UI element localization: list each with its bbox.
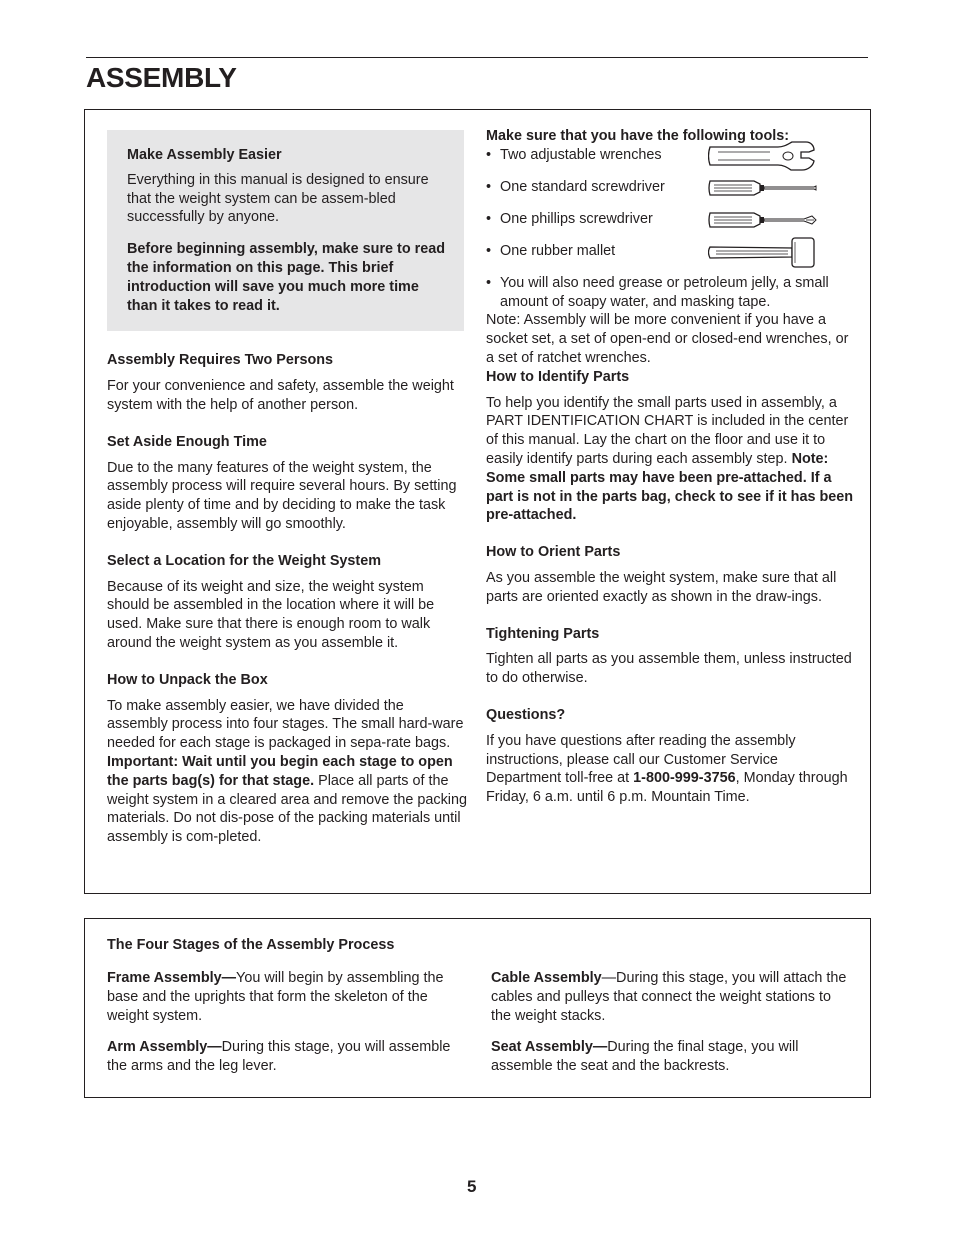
- stage-lead: Cable Assembly: [491, 970, 602, 986]
- header-rule: [86, 57, 868, 58]
- section-questions: [486, 706, 856, 807]
- stage-text: You will begin by assembling the base and the uprights that form the skeleton of the weight system.: [107, 970, 444, 1024]
- section-location: [107, 552, 467, 653]
- section-heading: How to Identify Parts: [486, 368, 630, 385]
- section-text: Due to the many features of the weight system, the assembly process will require several hours. By setting aside plenty of time and by deciding to make the task enjoyable, assembly will go smoothly.: [107, 459, 457, 532]
- section-text: For your convenience and safety, assemble the weight system with the help of another person.: [107, 378, 454, 413]
- section-tightening-parts: [486, 625, 856, 688]
- page-number: 5: [467, 1177, 477, 1196]
- stage-text: —During this stage, you will attach the cables and pulleys that connect the weight stations to the weight stacks.: [491, 970, 847, 1024]
- section-heading: Tightening Parts: [486, 625, 600, 642]
- section-heading: How to Unpack the Box: [107, 671, 268, 688]
- stage-lead: Seat Assembly—: [491, 1039, 608, 1055]
- stage-text: During the final stage, you will assemble the seat and the backrests.: [491, 1039, 799, 1074]
- section-text: [486, 394, 856, 526]
- stage-seat: [491, 1038, 851, 1076]
- unpack-text-2: Place all parts of the weight system in a cleared area and remove the packing materials. Do not dis-pose of the packing materials until assembly is com-pleted.: [107, 772, 467, 846]
- unpack-important: Important: Wait until you begin each stage to open the parts bag(s) for that stage.: [107, 753, 453, 789]
- section-enough-time: [107, 433, 467, 534]
- tool-label: • One standard screwdriver: [500, 178, 665, 195]
- stage-cable: [491, 969, 851, 1025]
- tool-label: • One phillips screwdriver: [500, 210, 653, 227]
- phone-number: 1-800-999-3756: [633, 770, 736, 787]
- section-identify-parts: [486, 368, 856, 525]
- section-heading: Set Aside Enough Time: [107, 433, 267, 450]
- adjustable-wrench-icon: [708, 138, 820, 172]
- stage-text: During this stage, you will assemble the arms and the leg lever.: [107, 1039, 451, 1074]
- intro-text: Everything in this manual is designed to ensure that the weight system can be assem-bled successfully by anyone.: [127, 171, 429, 226]
- section-text: Tighten all parts as you assemble them, unless instructed to do otherwise.: [486, 651, 852, 687]
- identify-note: Note: Some small parts may have been pre-attached. If a part is not in the parts bag, check to see if it has been pre-attached.: [486, 450, 854, 524]
- stage-lead: Arm Assembly—: [107, 1039, 222, 1055]
- section-two-persons: [107, 351, 467, 414]
- section-text: [107, 697, 467, 847]
- questions-text-1: If you have questions after reading the assembly instructions, please call our Customer Service Department toll-free at: [486, 732, 796, 787]
- tool-label: • Two adjustable wrenches: [500, 146, 662, 163]
- left-column: [107, 130, 467, 865]
- tools-note: Note: Assembly will be more convenient if you have a socket set, a set of open-end or closed-end wrenches, or a set of ratchet wrenches.: [486, 312, 849, 366]
- stage-frame: [107, 969, 467, 1025]
- stage-arm: [107, 1038, 467, 1076]
- section-text: As you assemble the weight system, make sure that all parts are oriented exactly as shown in the draw-ings.: [486, 569, 837, 605]
- identify-text: To help you identify the small parts used in assembly, a PART IDENTIFICATION CHART is included in the center of this manual. Lay the chart on the floor and use it to easily identify parts during each assembly step.: [486, 394, 849, 467]
- section-heading: Questions?: [486, 706, 566, 723]
- tool-item: [486, 242, 856, 274]
- unpack-text-1: To make assembly easier, we have divided the assembly process into four stages. The small hard-ware needed for each stage is packaged in sepa-rate bags.: [107, 697, 464, 752]
- tools-heading: Make sure that you have the following tools:: [486, 128, 790, 144]
- section-heading: Assembly Requires Two Persons: [107, 352, 334, 369]
- questions-text-2: , Monday through Friday, 6 a.m. until 6 p.m. Mountain Time.: [486, 770, 848, 806]
- phillips-screwdriver-icon: [708, 202, 820, 236]
- section-heading: Select a Location for the Weight System: [107, 552, 382, 569]
- section-unpack: [107, 671, 467, 847]
- rubber-mallet-icon: [708, 234, 820, 268]
- section-orient-parts: [486, 543, 856, 606]
- intro-callout: [107, 130, 464, 331]
- section-text: [486, 732, 856, 807]
- right-column: [486, 127, 856, 825]
- stages-title: The Four Stages of the Assembly Process: [107, 937, 395, 953]
- standard-screwdriver-icon: [708, 170, 820, 204]
- stage-lead: Frame Assembly—: [107, 970, 237, 986]
- tool-label: • One rubber mallet: [500, 242, 616, 259]
- section-text: Because of its weight and size, the weight system should be assembled in the location where it will be used. Make sure that there is enough room to walk around the weight system as you assemble it.: [107, 578, 435, 651]
- intro-warning: Before beginning assembly, make sure to read the information on this page. This brief introduction will save you much more time than it takes to read it.: [127, 241, 446, 314]
- page-title: ASSEMBLY: [86, 62, 237, 93]
- section-heading: How to Orient Parts: [486, 544, 621, 561]
- intro-heading: Make Assembly Easier: [127, 147, 282, 163]
- tools-extra-item: • You will also need grease or petroleum jelly, a small amount of soapy water, and masking tape.: [486, 274, 856, 312]
